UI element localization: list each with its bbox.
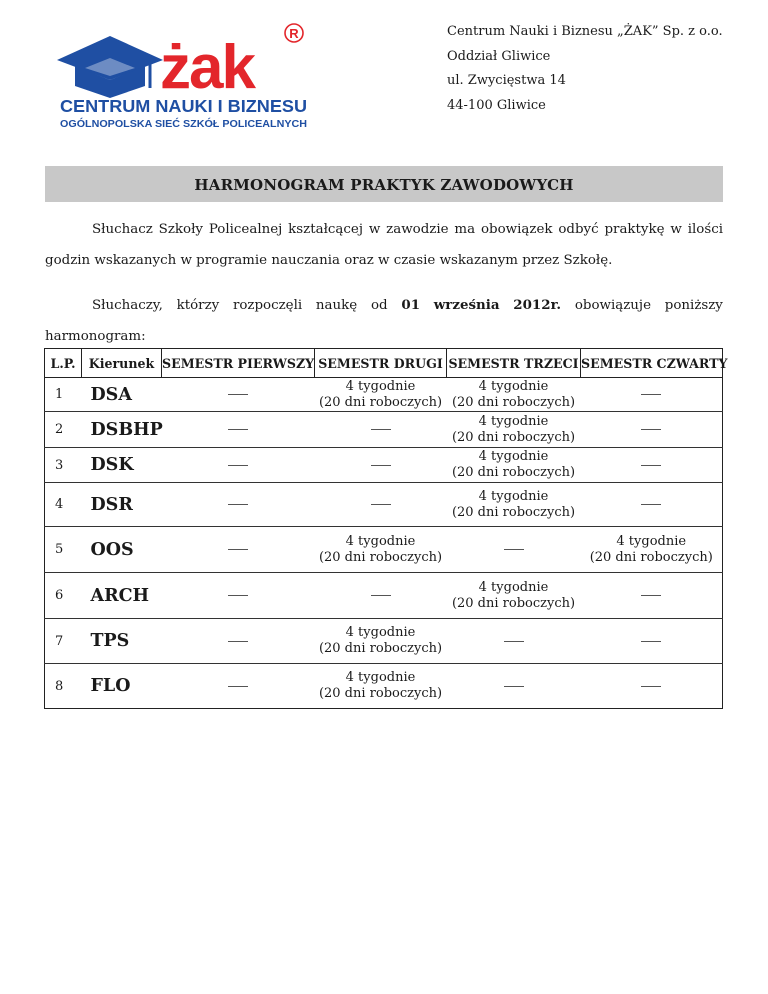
empty-dash [371, 595, 391, 596]
paragraph-schedule-intro: Słuchaczy, którzy rozpoczęli naukę od 01 września 2012r. obowiązuje poniższy harmonogram: [45, 290, 723, 352]
address-street: ul. Zwycięstwa 14 [447, 73, 566, 88]
header-semester-4: SEMESTR CZWARTY [581, 349, 723, 378]
empty-dash [228, 394, 248, 395]
empty-dash [228, 465, 248, 466]
graduation-cap-icon [57, 36, 163, 98]
start-month: września [433, 297, 500, 313]
address-city: 44-100 Gliwice [447, 97, 546, 113]
zak-logo [55, 20, 315, 132]
empty-dash [371, 429, 391, 430]
address-branch: Oddział Gliwice [447, 48, 551, 64]
empty-dash [641, 394, 661, 395]
header-lp: L.P. [45, 349, 82, 378]
empty-dash [228, 595, 248, 596]
logo-line2: OGÓLNOPOLSKA SIEĆ SZKÓŁ POLICEALNYCH [60, 118, 302, 130]
logo-brand-text: żak [160, 33, 254, 102]
address-block [447, 20, 723, 118]
empty-dash [228, 641, 248, 642]
registered-mark: R [289, 26, 299, 41]
table-row: 7 TPS 4 tygodnie (20 dni roboczych) [45, 619, 723, 664]
table-row: 1 DSA 4 tygodnie (20 dni roboczych) 4 tygodnie (20 dni roboczych) [45, 378, 723, 412]
table-header-row [45, 349, 723, 378]
empty-dash [641, 504, 661, 505]
logo-line1: CENTRUM NAUKI I BIZNESU [60, 96, 307, 116]
empty-dash [641, 465, 661, 466]
paragraph-obligation: Słuchacz Szkoły Policealnej kształcącej w zawodzie ma obowiązek odbyć praktykę w ilości godzin wskazanych w programie nauczania oraz w czasie wskazanym przez Szkołę. [45, 222, 723, 268]
empty-dash [504, 549, 524, 550]
header-kierunek: Kierunek [82, 349, 162, 378]
table-row: 4 DSR 4 tygodnie (20 dni roboczych) [45, 483, 723, 527]
empty-dash [228, 686, 248, 687]
document-title: HARMONOGRAM PRAKTYK ZAWODOWYCH [45, 166, 723, 202]
header-semester-1: SEMESTR PIERWSZY [162, 349, 315, 378]
table-row: 6 ARCH 4 tygodnie (20 dni roboczych) [45, 573, 723, 619]
empty-dash [641, 686, 661, 687]
schedule-table [44, 348, 728, 709]
empty-dash [228, 504, 248, 505]
empty-dash [228, 549, 248, 550]
table-row: 2 DSBHP 4 tygodnie (20 dni roboczych) [45, 412, 723, 448]
empty-dash [641, 429, 661, 430]
table-row: 3 DSK 4 tygodnie (20 dni roboczych) [45, 448, 723, 483]
empty-dash [504, 641, 524, 642]
empty-dash [371, 504, 391, 505]
address-company: Centrum Nauki i Biznesu „ŻAK” Sp. z o.o. [447, 24, 723, 39]
empty-dash [371, 465, 391, 466]
empty-dash [228, 429, 248, 430]
start-day: 01 [401, 297, 421, 313]
table-row: 5 OOS 4 tygodnie (20 dni roboczych) 4 tygodnie (20 dni roboczych) [45, 527, 723, 573]
empty-dash [641, 641, 661, 642]
empty-dash [504, 686, 524, 687]
header-semester-3: SEMESTR TRZECI [447, 349, 581, 378]
table-row: 8 FLO 4 tygodnie (20 dni roboczych) [45, 664, 723, 709]
header-semester-2: SEMESTR DRUGI [315, 349, 447, 378]
empty-dash [641, 595, 661, 596]
start-year: 2012r. [513, 297, 562, 313]
